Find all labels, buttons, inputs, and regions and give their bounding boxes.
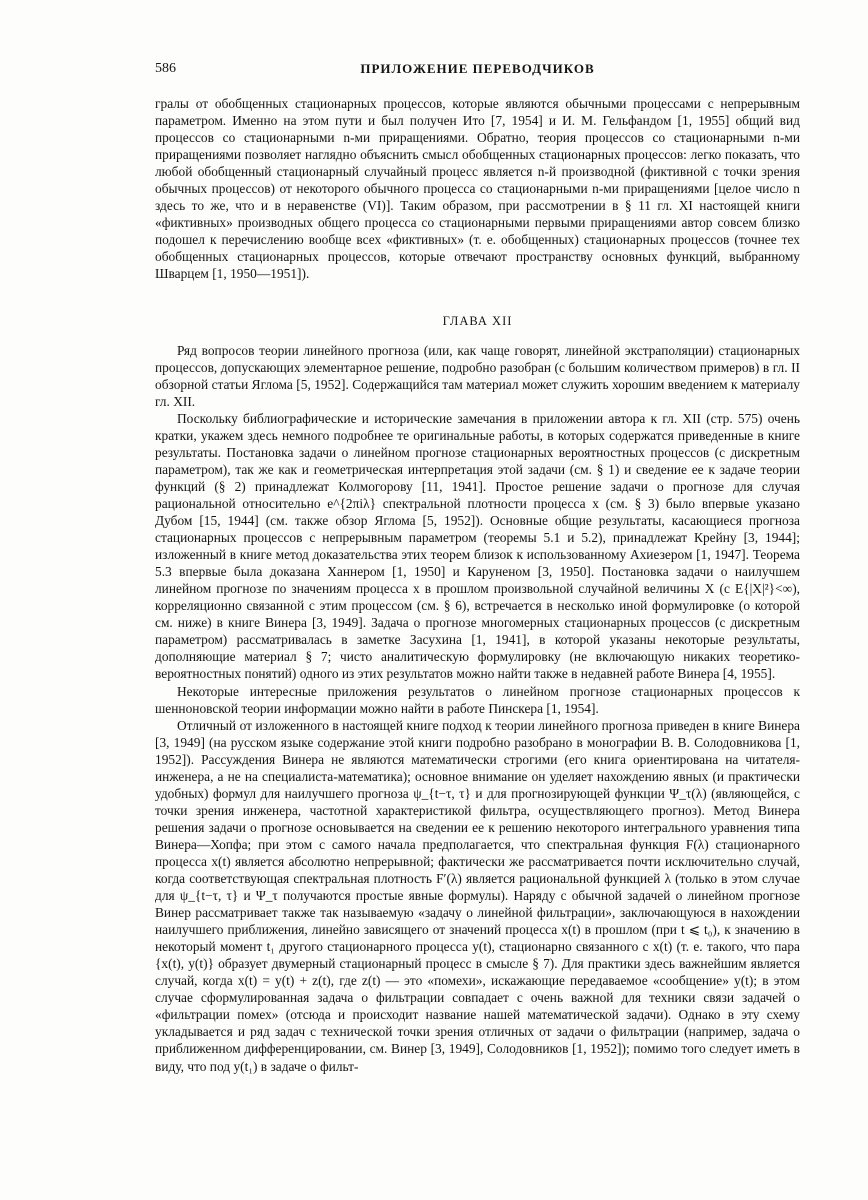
page-body [155, 95, 800, 1075]
page-header [155, 55, 800, 85]
running-title: ПРИЛОЖЕНИЕ ПЕРЕВОДЧИКОВ [360, 61, 595, 76]
paragraph-3: Некоторые интересные приложения результатов о линейном прогнозе стационарных процессов к шенноновской теории информации можно найти в работе Пинскера [1, 1954]. [155, 683, 800, 716]
book-page [155, 55, 800, 1165]
paragraph-4: Отличный от изложенного в настоящей книге подход к теории линейного прогноза приведен в книге Винера [3, 1949] (на русском языке содержание этой книги подробно разобрано в монографии В. В. Солодовникова [1, 1952]). Рассуждения Винера не являются математически строгими (его книга ориентирована на читателя-инженера, а не на специалиста-математика); основное внимание он уделяет нахождению явных (и практически удобных) формул для наилучшего прогноза ψ_{t−τ, τ} и для прогнозирующей функции Ψ_τ(λ) (являющейся, с точки зрения инженера, частотной характеристикой фильтра, осуществляющего прогноз). Метод Винера решения задачи о прогнозе основывается на сведении ее к решению некоторого интегрального уравнения типа Винера—Хопфа; при этом с самого начала предполагается, что спектральная функция F(λ) стационарного процесса x(t) является абсолютно непрерывной; фактически же рассматривается почти исключительно случай, когда соответствующая спектральная плотность F′(λ) является рациональной функцией λ (только в этом случае для ψ_{t−τ, τ} и Ψ_τ получаются простые явные формулы). Наряду с обычной задачей о линейном прогнозе Винер рассматривает также так называемую «задачу о линейной фильтрации», заключающуюся в нахождении наилучшего приближения, линейно зависящего от значений процесса x(t) в прошлом (при t ⩽ t₀), к значению в некоторый момент t₁ другого стационарного процесса y(t), стационарно связанного с x(t) (т. е. такого, что пара {x(t), y(t)} образует двумерный стационарный процесс в смысле § 7). Для практики здесь важнейшим является случай, когда x(t) = y(t) + z(t), где z(t) — это «помехи», искажающие передаваемое «сообщение» y(t); в этом случае сформулированная задача о фильтрации совпадает с очень важной для техники связи задачей о «фильтрации помех» (отсюда и происходит название нашей математической задачи). Однако в эту схему укладывается и ряд задач с технической точки зрения отличных от задачи о фильтрации (например, задача о приближенном дифференцировании, см. Винер [3, 1949], Солодовников [1, 1952]); помимо того следует иметь в виду, что под y(t₁) в задаче о фильт- [155, 717, 800, 1074]
page-number: 586 [155, 61, 176, 76]
chapter-heading: ГЛАВА XII [442, 313, 513, 328]
continuation-paragraph: гралы от обобщенных стационарных процессов, которые являются обычными процессами с непрерывным параметром. Именно на этом пути и был получен Ито [7, 1954] и И. М. Гельфандом [1, 1955] общий вид процессов со стационарными n-ми приращениями. Обратно, теория процессов со стационарными n-ми приращениями позволяет наглядно объяснить смысл обобщенных стационарных процессов: легко показать, что любой обобщенный стационарный случайный процесс является n-й производной (фиктивной с точки зрения обычных процессов) от некоторого обычного процесса со стационарными n-ми приращениями [целое число n здесь то же, что и в неравенстве (VI)]. Таким образом, при рассмотрении в § 11 гл. XI настоящей книги «фиктивных» производных общего процесса со стационарными первыми приращениями автор совсем близко подошел к перечислению вообще всех «фиктивных» (т. е. обобщенных) стационарных процессов (точнее тех обобщенных стационарных процессов, которые отвечают пространству основных функций, выбранному Шварцем [1, 1950—1951]). [155, 96, 800, 282]
paragraph-1: Ряд вопросов теории линейного прогноза (или, как чаще говорят, линейной экстраполяции) стационарных процессов, допускающих элементарное решение, подробно разобран (с большим количеством примеров) в гл. II обзорной статьи Яглома [5, 1952]. Содержащийся там материал может служить хорошим введением к материалу гл. XII. [155, 342, 800, 409]
paragraph-2: Поскольку библиографические и исторические замечания в приложении автора к гл. XII (стр. 575) очень кратки, укажем здесь немного подробнее те оригинальные работы, в которых содержатся приведенные в книге результаты. Постановка задачи о линейном прогнозе стационарных вероятностных процессов (с дискретным параметром), так же как и геометрическая интерпретация этой задачи (см. § 1) и сведение ее к задаче теории функций (§ 2) принадлежат Колмогорову [11, 1941]. Простое решение задачи о прогнозе для случая рациональной относительно e^{2πiλ} спектральной плотности процесса x (см. § 3) было впервые указано Дубом [15, 1944] (см. также обзор Яглома [5, 1952]). Основные общие результаты, касающиеся прогноза стационарных процессов с непрерывным параметром (теоремы 5.1 и 5.2), принадлежат Крейну [3, 1944]; изложенный в книге метод доказательства этих теорем близок к использованному Ахиезером [1, 1947]. Теорема 5.3 впервые была доказана Ханнером [1, 1950] и Каруненом [3, 1950]. Постановка задачи о наилучшем линейном прогнозе по значениям процесса x в прошлом произвольной случайной величины X (с E{|X|²}<∞), корреляционно связанной с этим процессом (см. § 6), встречается в несколько иной формулировке (о которой см. ниже) в книге Винера [3, 1949]. Задача о прогнозе многомерных стационарных процессов (с дискретным параметром) рассматривалась в заметке Засухина [1, 1941], в которой указаны некоторые результаты, дополняющие материал § 7; чисто аналитическую формулировку (не включающую никаких теоретико-вероятностных понятий) одного из этих результатов можно найти также в недавней работе Винера [4, 1955]. [155, 410, 800, 682]
